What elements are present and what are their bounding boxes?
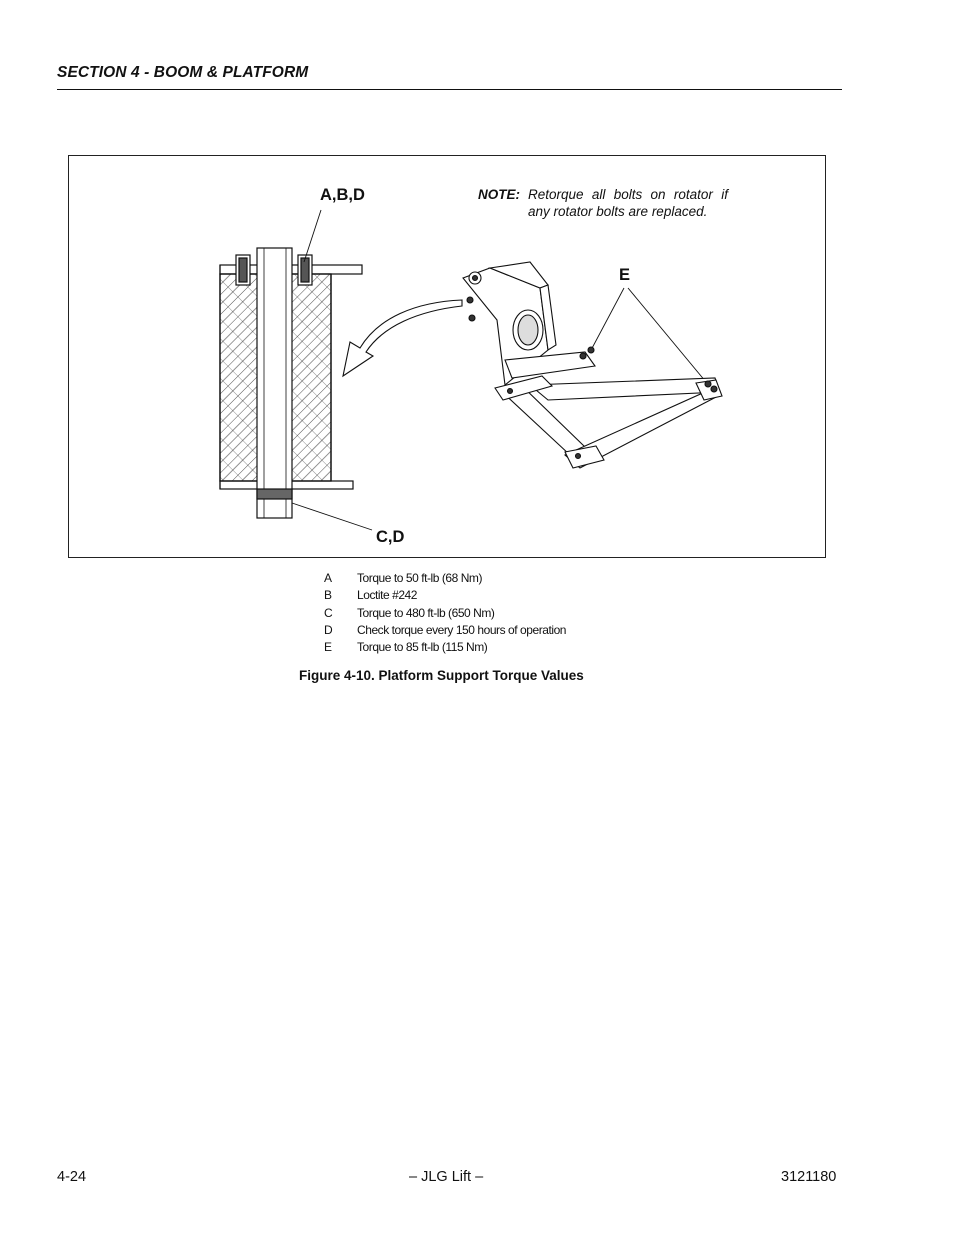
note-label: NOTE: [478,187,520,202]
leader-e-1 [590,288,624,352]
legend-text: Torque to 480 ft-lb (650 Nm) [357,605,495,620]
callout-e: E [619,266,631,284]
page-number: 4-24 [57,1169,87,1185]
callout-abd: A,B,D [320,186,365,204]
leader-e-2 [628,288,706,382]
platform-support-assembly [463,262,722,468]
legend-text: Torque to 85 ft-lb (115 Nm) [357,640,488,655]
callout-cd: C,D [376,528,405,546]
section-title: SECTION 4 - BOOM & PLATFORM [57,64,309,81]
detail-arrow [343,300,462,376]
legend-key: D [324,622,333,637]
legend-text: Check torque every 150 hours of operation [357,622,567,637]
legend-key: C [324,605,333,620]
doc-number: 3121180 [781,1169,837,1185]
legend-key: B [324,588,332,603]
legend-text: Torque to 50 ft-lb (68 Nm) [357,571,483,585]
leader-cd [292,503,372,530]
legend-text: Loctite #242 [357,588,417,603]
legend-key: E [324,640,332,655]
footer-center: – JLG Lift – [409,1169,484,1185]
figure-caption: Figure 4-10. Platform Support Torque Values [299,668,584,683]
legend-key: A [324,571,332,585]
leader-abd [304,210,321,262]
rotator-cross-section [220,248,362,518]
note-text: Retorque all bolts on rotator if any rotator bolts are replaced. [528,187,728,219]
